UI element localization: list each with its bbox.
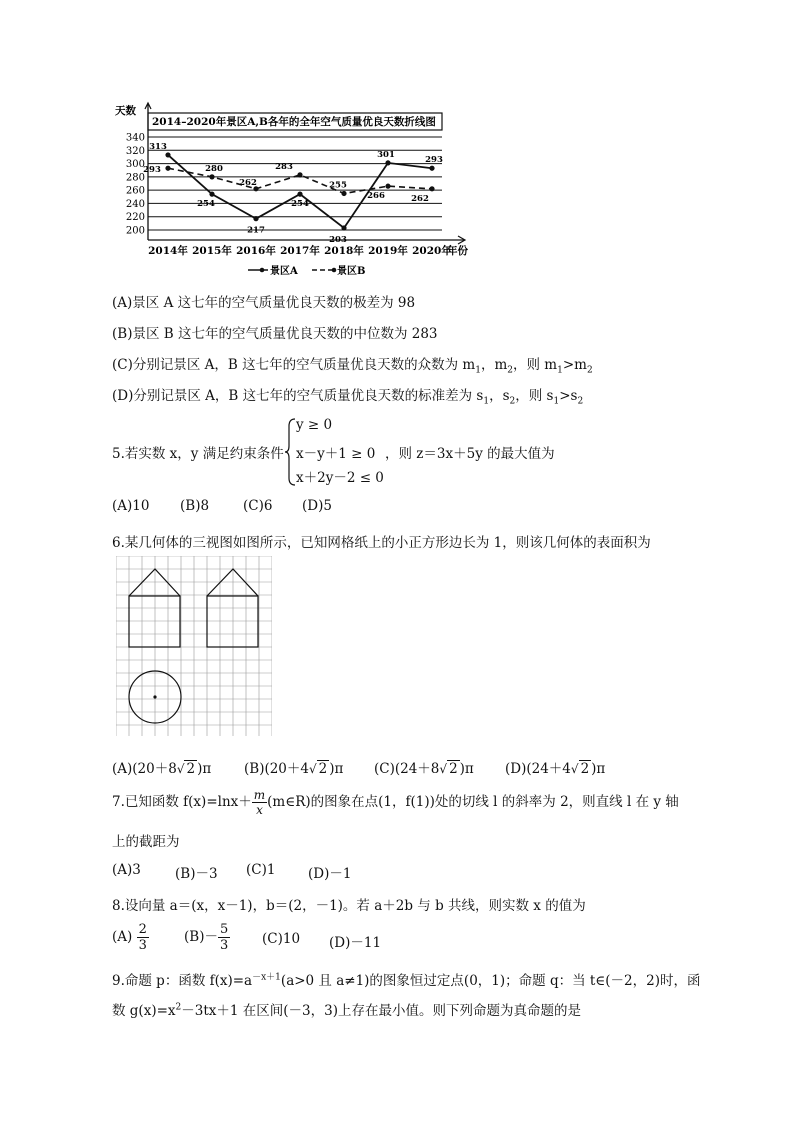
side-view-roof bbox=[207, 569, 258, 596]
y-tick-label: 280 bbox=[125, 172, 145, 184]
data-label: 313 bbox=[149, 141, 167, 152]
data-point bbox=[253, 216, 258, 221]
q8-option-a: (A) $\frac{2}{3}$ bbox=[112, 922, 147, 953]
q9-line1: 9.命题 p：函数 $f(x)=a^{-x+1}(a>0$ 且 a≠1)的图象恒过定点(0，1)；命题 q：当 t∈(－2，2)时，函 bbox=[112, 972, 701, 989]
front-view-body bbox=[129, 596, 180, 647]
data-label: 266 bbox=[367, 191, 385, 202]
q7-option-b: (B)－3 bbox=[175, 866, 218, 882]
front-view-roof bbox=[129, 569, 180, 596]
legend-marker-a bbox=[260, 268, 265, 273]
data-point bbox=[297, 192, 302, 197]
x-tick-label: 2016年 bbox=[236, 245, 276, 257]
data-point bbox=[209, 192, 214, 197]
data-point bbox=[165, 166, 170, 171]
q5-constraint-1: y ≥ 0 bbox=[296, 417, 333, 433]
q7-option-d: (D)－1 bbox=[308, 866, 352, 882]
data-label: 255 bbox=[329, 180, 347, 191]
q8-option-d: (D)－11 bbox=[329, 935, 382, 951]
data-point bbox=[429, 166, 434, 171]
y-tick-label: 340 bbox=[125, 132, 145, 144]
q8-option-b: (B)－ $\frac{5}{3}$ bbox=[184, 922, 229, 953]
data-point bbox=[429, 186, 434, 191]
q6-option-a: (A)(20＋8√ 2 )π bbox=[112, 761, 212, 777]
legend-label-a: 景区A bbox=[270, 266, 298, 277]
q6-stem: 6.某几何体的三视图如图所示，已知网格纸上的小正方形边长为 1，则该几何体的表面积为 bbox=[112, 535, 651, 551]
q6-option-b: (B)(20＋4√ 2 )π bbox=[244, 761, 344, 777]
q7-fraction: $\frac{m}{x}$ bbox=[253, 788, 266, 817]
y-tick-label: 240 bbox=[125, 198, 145, 210]
data-label: 254 bbox=[291, 199, 309, 210]
y-axis-label: 天数 bbox=[115, 105, 136, 117]
data-label: 262 bbox=[411, 193, 429, 204]
x-tick-label: 2014年 bbox=[148, 245, 188, 257]
q4-option-c: (C)分别记景区 A，B 这七年的空气质量优良天数的众数为 $m_1$，$m_2$，则 $m_1>m_2$ bbox=[112, 357, 593, 376]
q6-option-c: (C)(24＋8√ 2 )π bbox=[374, 761, 474, 777]
data-label: 283 bbox=[275, 161, 293, 172]
q5-option-b: (B)8 bbox=[180, 498, 210, 514]
y-tick-label: 260 bbox=[125, 185, 145, 197]
data-point bbox=[341, 225, 346, 230]
x-tick-label: 2015年 bbox=[192, 245, 232, 257]
three-view-figure bbox=[116, 556, 272, 736]
q4-option-b: (B)景区 B 这七年的空气质量优良天数的中位数为 283 bbox=[112, 326, 438, 342]
top-view-center bbox=[153, 695, 156, 698]
q5-option-a: (A)10 bbox=[112, 498, 150, 514]
data-point bbox=[341, 191, 346, 196]
data-point bbox=[209, 174, 214, 179]
q4-option-a: (A)景区 A 这七年的空气质量优良天数的极差为 98 bbox=[112, 295, 416, 311]
data-label: 217 bbox=[247, 225, 265, 236]
q8-stem: 8.设向量 a＝(x，x－1)，b＝(2，－1)。若 a＋2b 与 b 共线，则实数 x 的值为 bbox=[112, 898, 586, 914]
q5-option-d: (D)5 bbox=[302, 498, 332, 514]
x-tick-label: 2017年 bbox=[280, 245, 320, 257]
data-label: 301 bbox=[377, 149, 395, 160]
q4-option-d: (D)分别记景区 A，B 这七年的空气质量优良天数的标准差为 $s_1$，$s_2$，则 $s_1>s_2$ bbox=[112, 388, 584, 407]
data-label: 254 bbox=[197, 199, 215, 210]
data-point bbox=[385, 160, 390, 165]
y-tick-label: 200 bbox=[125, 225, 145, 237]
q7-option-c: (C)1 bbox=[246, 862, 276, 878]
data-point bbox=[297, 172, 302, 177]
data-label: 262 bbox=[239, 177, 257, 188]
side-view-body bbox=[207, 596, 258, 647]
q5-stem-pre: 5.若实数 x，y 满足约束条件 bbox=[112, 446, 284, 462]
q9-line2: 数 $g(x)=x^2-3tx+1$ 在区间(－3，3)上存在最小值。则下列命题为真命题的是 bbox=[112, 1002, 581, 1019]
data-point bbox=[385, 184, 390, 189]
data-point bbox=[165, 152, 170, 157]
y-tick-label: 220 bbox=[125, 212, 145, 224]
legend-marker-b bbox=[332, 268, 337, 273]
q5-constraint-3: x＋2y－2 ≤ 0 bbox=[296, 470, 384, 486]
x-tick-label: 2018年 bbox=[324, 245, 364, 257]
data-label: 203 bbox=[329, 235, 347, 246]
x-tick-label: 2019年 bbox=[368, 245, 408, 257]
q5-constraint-2: x－y＋1 ≥ 0 bbox=[296, 446, 376, 462]
q7-option-a: (A)3 bbox=[112, 862, 141, 878]
q7-stem-line2: 上的截距为 bbox=[112, 834, 180, 850]
chart-title: 2014–2020年景区A,B各年的全年空气质量优良天数折线图 bbox=[152, 116, 436, 128]
q7-stem-line1: 7.已知函数 f(x)=lnx＋ $\frac{m}{x}$ (m∈R)的图象在点(1，f(1))处的切线 l 的斜率为 2，则直线 l 在 y 轴 bbox=[112, 788, 679, 817]
q6-option-d: (D)(24＋4√ 2 )π bbox=[505, 761, 606, 777]
q5-option-c: (C)6 bbox=[243, 498, 273, 514]
data-label: 280 bbox=[205, 163, 223, 174]
x-tick-label: 2020年 bbox=[412, 245, 452, 257]
data-label: 293 bbox=[425, 155, 443, 166]
y-tick-label: 320 bbox=[125, 145, 145, 157]
data-label: 293 bbox=[143, 165, 161, 176]
x-axis-label: 年份 bbox=[447, 245, 468, 257]
q5-stem-post: ，则 z＝3x＋5y 的最大值为 bbox=[385, 446, 555, 462]
legend-label-b: 景区B bbox=[337, 266, 366, 277]
q8-option-c: (C)10 bbox=[262, 931, 301, 947]
y-tick-label: 300 bbox=[125, 159, 145, 171]
line-chart bbox=[112, 100, 480, 278]
